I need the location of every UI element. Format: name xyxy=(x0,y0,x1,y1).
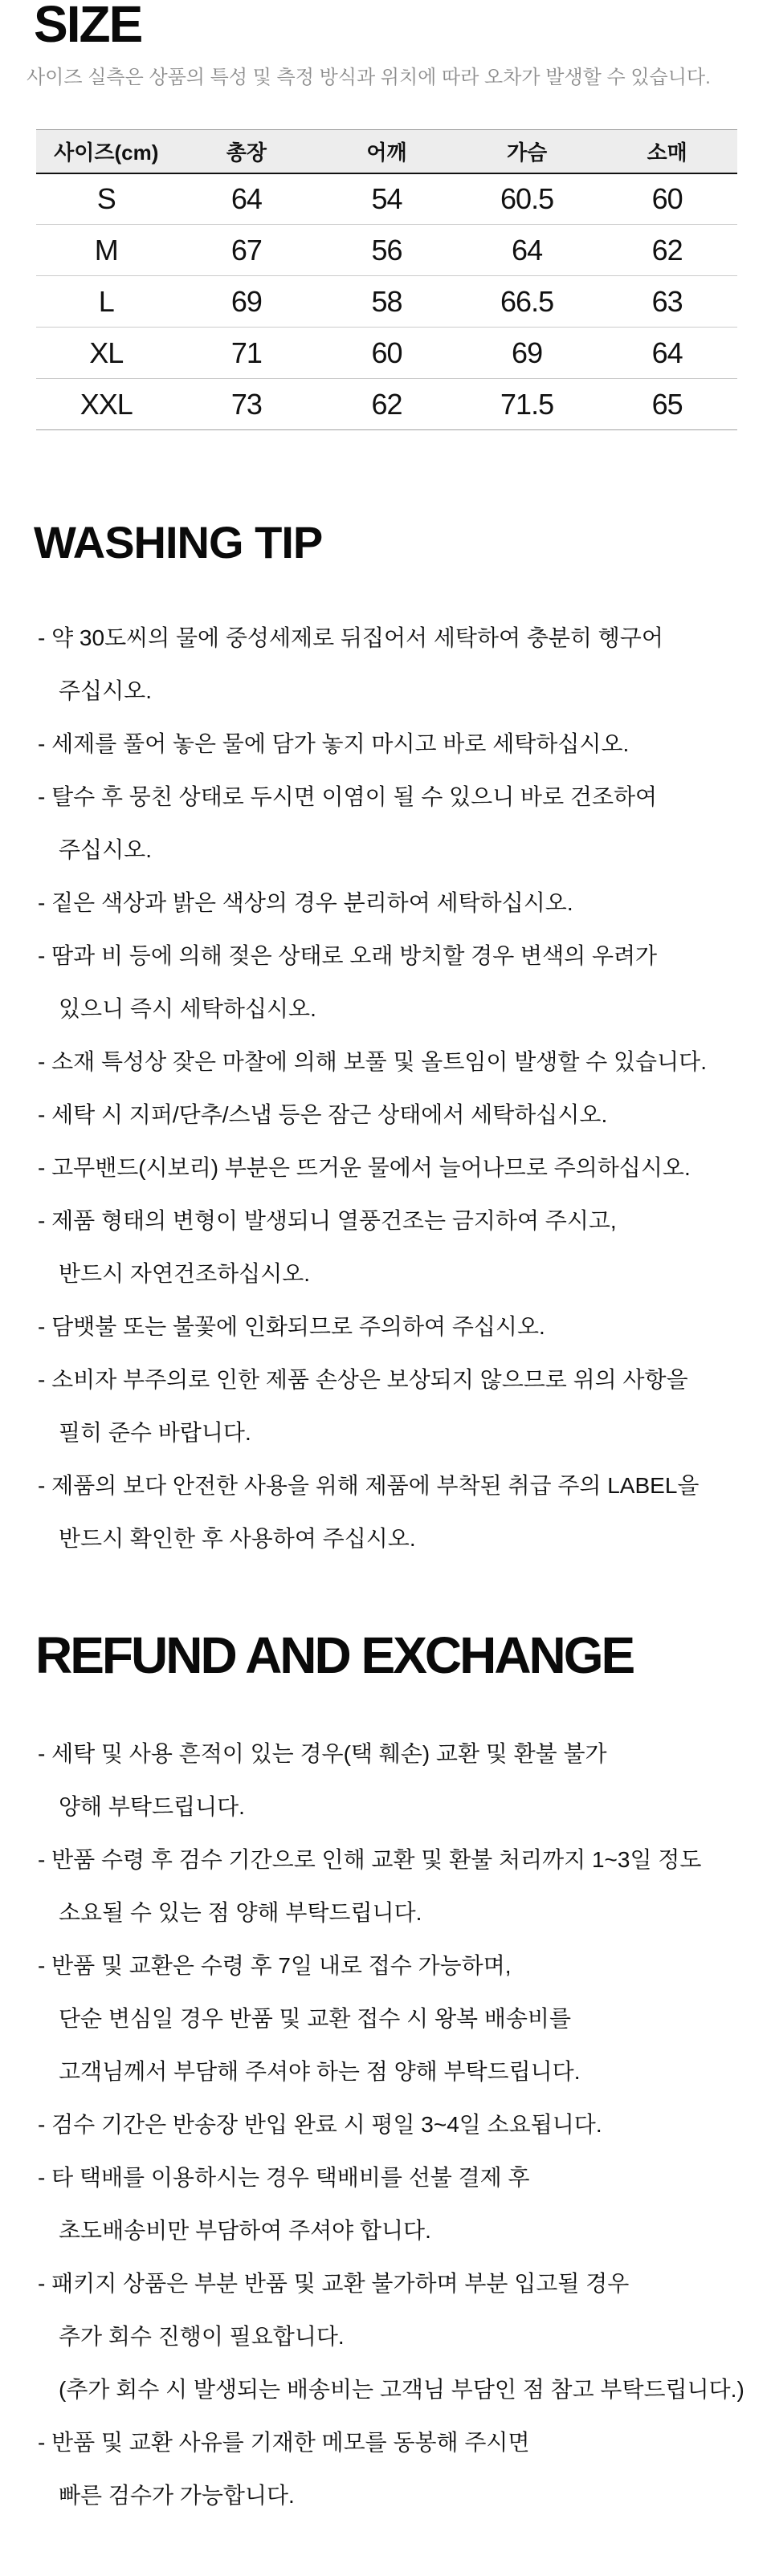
table-header-cell: 소매 xyxy=(597,130,737,173)
list-line: 주십시오. xyxy=(59,837,152,862)
list-item xyxy=(0,877,771,930)
table-cell: 56 xyxy=(316,225,457,276)
list-item xyxy=(0,1141,771,1194)
table-cell: XXL xyxy=(80,387,133,421)
list-item xyxy=(0,1089,771,1141)
list-line: - 세탁 시 지퍼/단추/스냅 등은 잠근 상태에서 세탁하십시오. xyxy=(38,1102,608,1127)
table-cell: M xyxy=(36,225,177,276)
washing-section xyxy=(0,517,771,1565)
size-section xyxy=(0,0,771,430)
list-line: 빠른 검수가 가능합니다. xyxy=(59,2483,295,2508)
table-row xyxy=(36,173,737,225)
table-cell: 60 xyxy=(597,173,737,225)
table-cell: S xyxy=(36,173,177,225)
size-table-head xyxy=(36,130,737,173)
list-line: - 약 30도씨의 물에 중성세제로 뒤집어서 세탁하여 충분히 헹구어 xyxy=(38,625,663,650)
list-line: - 세탁 및 사용 흔적이 있는 경우(택 훼손) 교환 및 환불 불가 xyxy=(38,1741,607,1766)
size-table xyxy=(36,129,737,430)
table-header-cell: 총장 xyxy=(177,130,317,173)
list-line: - 반품 및 교환은 수령 후 7일 내로 접수 가능하며, xyxy=(38,1953,512,1978)
table-cell: 63 xyxy=(597,276,737,328)
list-line: - 제품의 보다 안전한 사용을 위해 제품에 부착된 취급 주의 LABEL을 xyxy=(38,1473,700,1498)
list-item xyxy=(0,2151,771,2257)
table-cell: L xyxy=(36,276,177,328)
list-line: - 고무밴드(시보리) 부분은 뜨거운 물에서 늘어나므로 주의하십시오. xyxy=(38,1155,691,1180)
list-line: - 패키지 상품은 부분 반품 및 교환 불가하며 부분 입고될 경우 xyxy=(38,2271,630,2296)
table-cell: 67 xyxy=(177,225,317,276)
refund-section xyxy=(0,1626,771,2522)
table-cell: 71.5 xyxy=(500,387,554,421)
table-row xyxy=(36,225,737,276)
table-cell: 60.5 xyxy=(457,173,598,225)
table-cell: 54 xyxy=(316,173,457,225)
list-item xyxy=(0,2257,771,2416)
list-item xyxy=(0,2098,771,2151)
list-item xyxy=(0,612,771,718)
size-table-body xyxy=(36,173,737,430)
table-cell: 73 xyxy=(230,387,262,421)
list-item xyxy=(0,930,771,1036)
list-line: (추가 회수 시 발생되는 배송비는 고객님 부담인 점 참고 부탁드립니다.) xyxy=(59,2377,744,2402)
table-cell: 64 xyxy=(177,173,317,225)
table-header-cell: 어깨 xyxy=(316,130,457,173)
refund-section-title: REFUND AND EXCHANGE xyxy=(35,1626,634,1684)
list-line: 추가 회수 진행이 필요합니다. xyxy=(59,2324,345,2349)
list-line: - 소재 특성상 잦은 마찰에 의해 보풀 및 올트임이 발생할 수 있습니다. xyxy=(38,1049,707,1074)
size-measurement-note: 사이즈 실측은 상품의 특성 및 측정 방식과 위치에 따라 오차가 발생할 수 있습니다. xyxy=(27,67,711,88)
table-cell: 69 xyxy=(177,276,317,328)
list-item xyxy=(0,1939,771,2098)
list-line: - 반품 및 교환 사유를 기재한 메모를 동봉해 주시면 xyxy=(38,2430,530,2455)
list-item xyxy=(0,2416,771,2522)
table-cell: 64 xyxy=(457,225,598,276)
list-line: - 반품 수령 후 검수 기간으로 인해 교환 및 환불 처리까지 1~3일 정도 xyxy=(38,1847,702,1872)
list-line: 고객님께서 부담해 주셔야 하는 점 양해 부탁드립니다. xyxy=(59,2059,581,2084)
table-row xyxy=(36,276,737,328)
table-cell: 65 xyxy=(651,387,683,421)
list-line: 반드시 자연건조하십시오. xyxy=(59,1261,311,1286)
list-line: 반드시 확인한 후 사용하여 주십시오. xyxy=(59,1526,416,1551)
list-item xyxy=(0,1459,771,1565)
table-cell: 58 xyxy=(316,276,457,328)
list-item xyxy=(0,1353,771,1459)
table-cell: 60 xyxy=(316,328,457,379)
table-header-cell: 가슴 xyxy=(457,130,598,173)
list-item xyxy=(0,1728,771,1833)
list-line: 있으니 즉시 세탁하십시오. xyxy=(59,996,316,1021)
washing-tip-list xyxy=(0,612,771,1565)
list-item xyxy=(0,1833,771,1939)
list-line: 양해 부탁드립니다. xyxy=(59,1794,245,1819)
list-line: 필히 준수 바랍니다. xyxy=(59,1420,251,1445)
table-cell: 62 xyxy=(371,387,402,421)
table-cell: 62 xyxy=(597,225,737,276)
list-line: - 탈수 후 뭉친 상태로 두시면 이염이 될 수 있으니 바로 건조하여 xyxy=(38,784,658,809)
list-line: - 땀과 비 등에 의해 젖은 상태로 오래 방치할 경우 변색의 우려가 xyxy=(38,943,658,968)
list-line: 주십시오. xyxy=(59,678,152,703)
list-line: 단순 변심일 경우 반품 및 교환 접수 시 왕복 배송비를 xyxy=(59,2006,572,2031)
list-item xyxy=(0,771,771,877)
size-section-title: SIZE xyxy=(34,0,142,53)
list-line: 초도배송비만 부담하여 주셔야 합니다. xyxy=(59,2218,431,2243)
table-row xyxy=(36,379,737,430)
list-item xyxy=(0,1194,771,1300)
list-line: 소요될 수 있는 점 양해 부탁드립니다. xyxy=(59,1900,422,1925)
table-cell: 71 xyxy=(177,328,317,379)
list-line: - 검수 기간은 반송장 반입 완료 시 평일 3~4일 소요됩니다. xyxy=(38,2112,602,2137)
list-item xyxy=(0,1300,771,1353)
washing-section-title: WASHING TIP xyxy=(34,517,323,568)
table-cell: XL xyxy=(36,328,177,379)
refund-policy-list xyxy=(0,1728,771,2522)
table-cell: 64 xyxy=(597,328,737,379)
table-cell: 69 xyxy=(457,328,598,379)
list-line: - 담뱃불 또는 불꽃에 인화되므로 주의하여 주십시오. xyxy=(38,1314,545,1339)
table-header-cell: 사이즈(cm) xyxy=(36,130,177,173)
list-line: - 세제를 풀어 놓은 물에 담가 놓지 마시고 바로 세탁하십시오. xyxy=(38,731,630,756)
list-item xyxy=(0,718,771,771)
table-cell: 66.5 xyxy=(457,276,598,328)
list-line: - 타 택배를 이용하시는 경우 택배비를 선불 결제 후 xyxy=(38,2165,530,2190)
list-line: - 제품 형태의 변형이 발생되니 열풍건조는 금지하여 주시고, xyxy=(38,1208,617,1233)
list-item xyxy=(0,1036,771,1089)
table-header-row xyxy=(36,130,737,173)
list-line: - 짙은 색상과 밝은 색상의 경우 분리하여 세탁하십시오. xyxy=(38,890,573,915)
table-row xyxy=(36,328,737,379)
list-line: - 소비자 부주의로 인한 제품 손상은 보상되지 않으므로 위의 사항을 xyxy=(38,1367,688,1392)
